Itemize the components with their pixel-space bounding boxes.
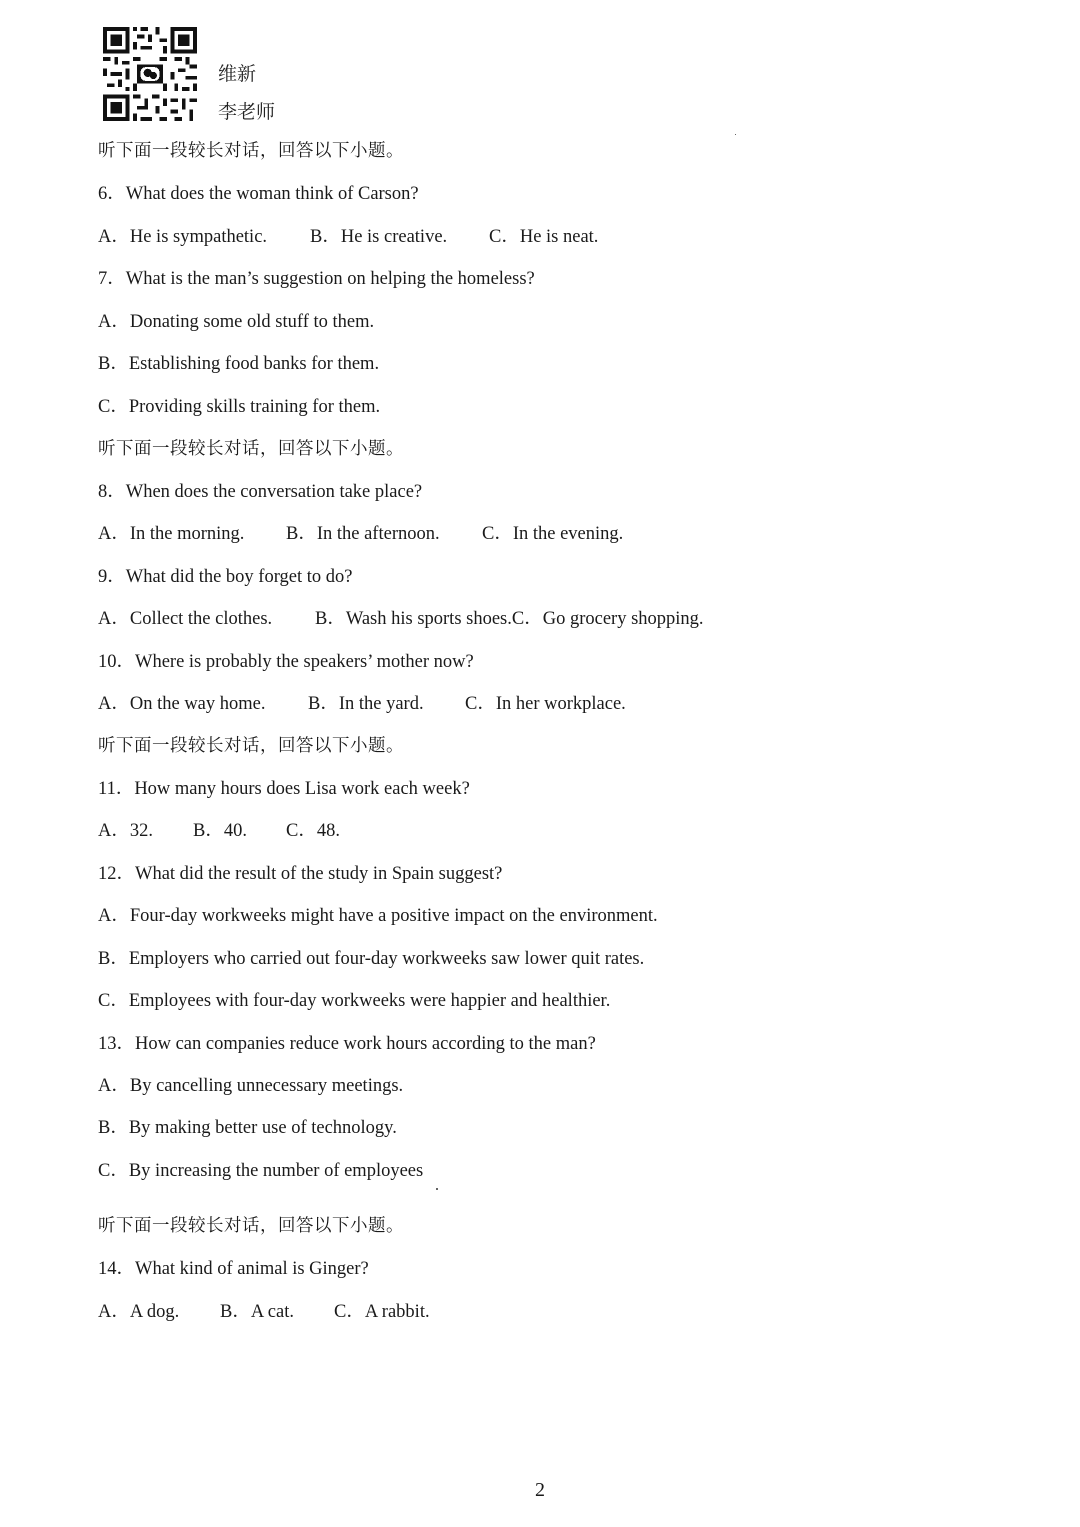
teacher-name-label: 李老师 — [218, 101, 276, 123]
question-line: 6．What does the woman think of Carson? — [98, 184, 419, 204]
answer-option: C．A rabbit. — [334, 1302, 430, 1322]
question-line: B．By making better use of technology. — [98, 1118, 397, 1138]
question-line: 14．What kind of animal is Ginger? — [98, 1259, 369, 1279]
question-line: 10．Where is probably the speakers’ mother now? — [98, 652, 474, 672]
answer-option: A．Collect the clothes. — [98, 609, 273, 629]
question-line: C．Providing skills training for them. — [98, 397, 381, 417]
answer-option: A．On the way home. — [98, 694, 266, 714]
question-line: C．Employees with four-day workweeks were happier and healthier. — [98, 991, 611, 1011]
question-line: 8．When does the conversation take place? — [98, 482, 423, 502]
question-line: 11．How many hours does Lisa work each week? — [98, 779, 470, 799]
answer-option: B．40. — [193, 821, 247, 841]
answer-option: B．Wash his sports shoes.C．Go grocery shopping. — [315, 609, 704, 629]
page-number: 2 — [535, 1479, 545, 1501]
scan-speck — [735, 134, 736, 135]
answer-option: A．He is sympathetic. — [98, 227, 268, 247]
section-instruction: 听下面一段较长对话，回答以下小题。 — [98, 736, 404, 756]
scan-speck — [436, 1188, 438, 1190]
question-line: C．By increasing the number of employees — [98, 1161, 424, 1181]
question-line: 13．How can companies reduce work hours according to the man? — [98, 1034, 596, 1054]
answer-option: B．He is creative. — [310, 227, 448, 247]
answer-option: A．A dog. — [98, 1302, 180, 1322]
question-line: B．Establishing food banks for them. — [98, 354, 380, 374]
section-instruction: 听下面一段较长对话，回答以下小题。 — [98, 1216, 404, 1236]
question-line: A．Four-day workweeks might have a positive impact on the environment. — [98, 906, 658, 926]
answer-option: B．In the yard. — [308, 694, 424, 714]
answer-option: A．In the morning. — [98, 524, 245, 544]
answer-option: A．32. — [98, 821, 153, 841]
question-line: 12．What did the result of the study in Spain suggest? — [98, 864, 503, 884]
answer-option: C．In her workplace. — [465, 694, 626, 714]
question-line: B．Employers who carried out four-day workweeks saw lower quit rates. — [98, 949, 645, 969]
answer-option: C．48. — [286, 821, 340, 841]
answer-option: C．He is neat. — [489, 227, 599, 247]
answer-option: B．A cat. — [220, 1302, 294, 1322]
question-line: A．By cancelling unnecessary meetings. — [98, 1076, 404, 1096]
section-instruction: 听下面一段较长对话，回答以下小题。 — [98, 141, 404, 161]
section-instruction: 听下面一段较长对话，回答以下小题。 — [98, 439, 404, 459]
question-line: 7．What is the man’s suggestion on helping the homeless? — [98, 269, 535, 289]
answer-option: C．In the evening. — [482, 524, 624, 544]
question-line: A．Donating some old stuff to them. — [98, 312, 375, 332]
answer-option: B．In the afternoon. — [286, 524, 440, 544]
question-line: 9．What did the boy forget to do? — [98, 567, 353, 587]
teacher-surname-label: 维新 — [218, 63, 257, 85]
